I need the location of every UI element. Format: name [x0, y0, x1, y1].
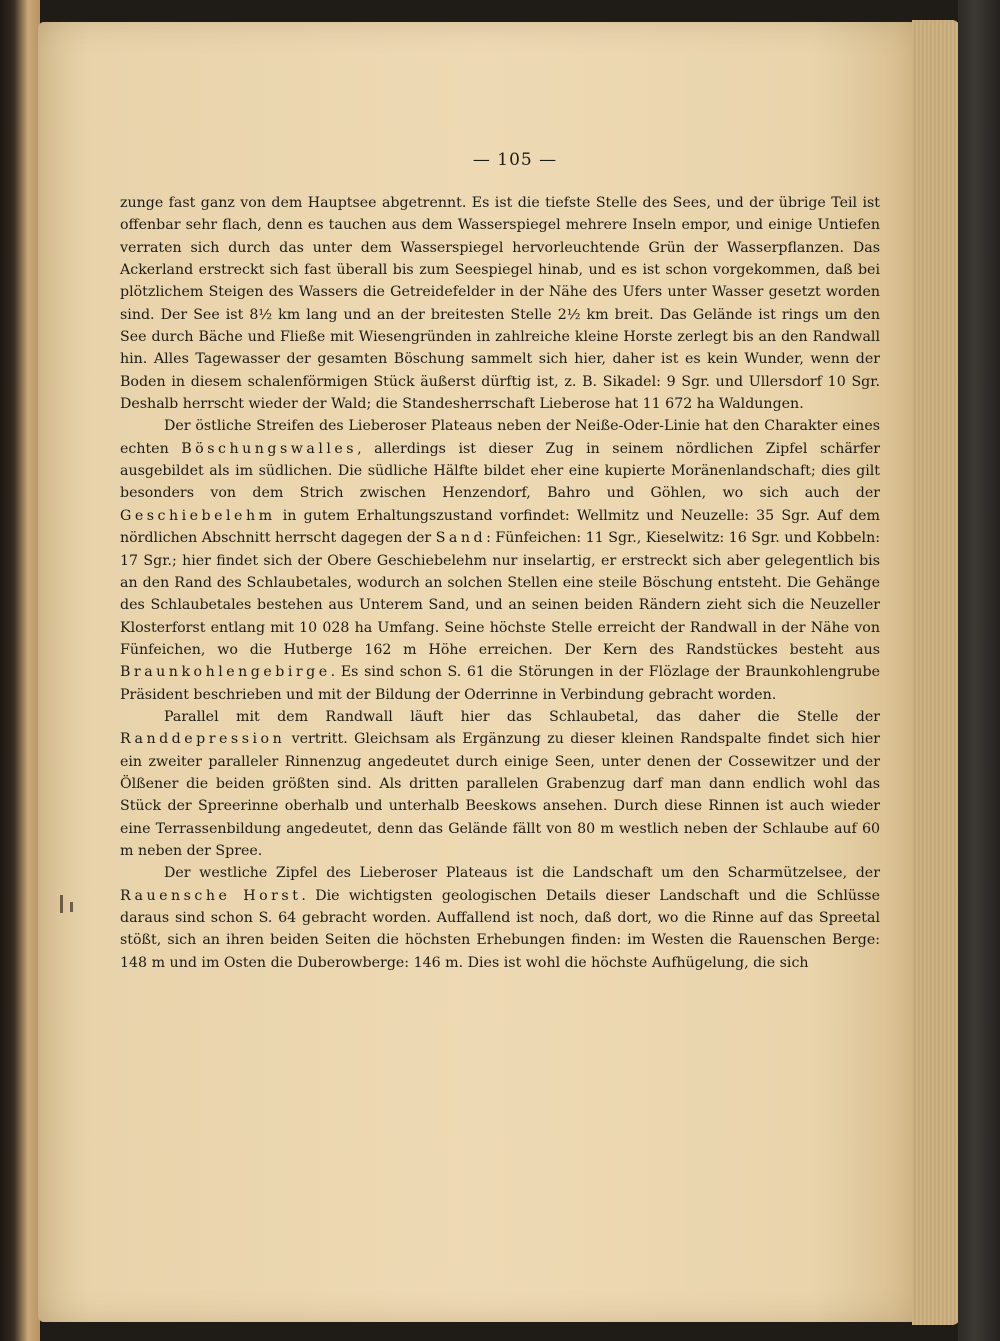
emphasized-term: Sand	[435, 530, 487, 547]
emphasized-term: Böschungswalles	[181, 440, 358, 457]
paragraph-text: Parallel mit dem Randwall läuft hier das Schlaubetal, das daher die Stelle der	[164, 708, 880, 725]
paragraph-text: . Es sind schon S. 61 die Störungen in der Flözlage der Braunkohlengrube Präsident beschrieben und mit der Bildung der Oderrinne in Verbindung gebracht worden.	[120, 664, 880, 703]
paragraph-text: : Fünfeichen: 11 Sgr., Kieselwitz: 16 Sgr. und Kobbeln: 17 Sgr.; hier findet sich der Obere Geschiebelehm nur inselartig, er erstreckt sich aber gelegentlich bis an den Rand des Schlaubetales, wodurch an solchen Stellen eine steile Böschung entsteht. Die Gehänge des Schlaubetales bestehen aus Unterem Sand, und an seinen beiden Rändern zieht sich die Neuzeller Klosterforst entlang mit 10 028 ha Umfang. Seine höchste Stelle erreicht der Randwall in der Nähe von Fünfeichen, wo die Hutberge 162 m Höhe erreichen. Der Kern des Randstückes besteht aus	[120, 530, 880, 658]
previous-page-edge	[0, 0, 40, 1341]
margin-mark	[60, 895, 63, 913]
paragraph-text: . Die wichtigsten geologischen Details dieser Landschaft und die Schlüsse daraus sind schon S. 64 gebracht worden. Auffallend ist noch, daß dort, wo die Rinne auf das Spreetal stößt, sich an ihren beiden Seiten die höchsten Erhebungen finden: im Westen die Rauenschen Berge: 148 m und im Osten die Duberowberge: 146 m. Dies ist wohl die höchste Aufhügelung, die sich	[120, 887, 880, 971]
paragraph-3	[120, 706, 880, 862]
paragraph-text: Der östliche Streifen des Lieberoser Plateaus neben der Neiße-Oder-Linie hat den Charakter eines echten	[120, 418, 880, 457]
paragraph-text: , allerdings ist dieser Zug in seinem nördlichen Zipfel schärfer ausgebildet als im südlichen. Die südliche Hälfte bildet eher eine kupierte Moränenlandschaft; dies gilt besonders von dem Strich zwischen Henzendorf, Bahro und Göhlen, wo sich auch der	[120, 440, 880, 502]
margin-mark	[70, 902, 73, 912]
emphasized-term: Rauensche Horst	[120, 887, 302, 904]
paragraph-text: in gutem Erhaltungszustand vorfindet: Wellmitz und Neuzelle: 35 Sgr. Auf dem nördlichen Abschnitt herrscht dagegen der	[120, 507, 880, 547]
paragraph-text: Der westliche Zipfel des Lieberoser Plateaus ist die Landschaft um den Scharmützelsee, der	[164, 865, 880, 882]
book-cover-edge	[958, 0, 1000, 1341]
paragraph-text: zunge fast ganz von dem Hauptsee abgetrennt. Es ist die tiefste Stelle des Sees, und der übrige Teil ist offenbar sehr flach, denn es tauchen aus dem Wasserspiegel mehrere Inseln empor, und einige Untiefen verraten sich durch das unter dem Wasserspiegel hervorleuchtende Grün der Wasserpflanzen. Das Ackerland erstreckt sich fast überall bis zum Seespiegel hinab, und es ist schon vorgekommen, daß bei plötzlichem Steigen des Wassers die Getreidefelder in der Nähe des Ufers unter Wasser gesetzt worden sind. Der See ist 8½ km lang und an der breitesten Stelle 2½ km breit. Das Gelände ist rings um den See durch Bäche und Fließe mit Wiesengründen in zahlreiche kleine Horste zerlegt bis an den Randwall hin. Alles Tagewasser der gesamten Böschung sammelt sich hier, daher ist es kein Wunder, wenn der Boden in diesem schalenförmigen Stück äußerst dürftig ist, z. B. Sikadel: 9 Sgr. und Ullersdorf 10 Sgr. Deshalb herrscht wieder der Wald; die Standesherrschaft Lieberose hat 11 672 ha Waldungen.	[120, 195, 880, 413]
page-content	[120, 150, 880, 974]
paragraph-text: vertritt. Gleichsam als Ergänzung zu dieser kleinen Randspalte findet sich hier ein zweiter paralleler Rinnenzug angedeutet durch einige Seen, unter denen der Cossewitzer und der Ölßener die beiden größten sind. Als dritten parallelen Grabenzug darf man dann endlich wohl das Stück der Spreerinne oberhalb und unterhalb Beeskows ansehen. Durch diese Rinnen ist auch wieder eine Terrassenbildung angedeutet, denn das Gelände fällt von 80 m westlich neben der Schlaube auf 60 m neben der Spree.	[120, 731, 880, 859]
emphasized-term: Randdepression	[120, 731, 286, 748]
emphasized-term: Braunkohlengebirge	[120, 664, 331, 681]
page-stack-edge	[912, 20, 960, 1325]
paragraph-1	[120, 192, 880, 415]
paragraph-2	[120, 415, 880, 705]
paragraph-4	[120, 862, 880, 974]
page-number: — 105 —	[472, 150, 558, 170]
emphasized-term: Geschiebelehm	[120, 507, 276, 524]
